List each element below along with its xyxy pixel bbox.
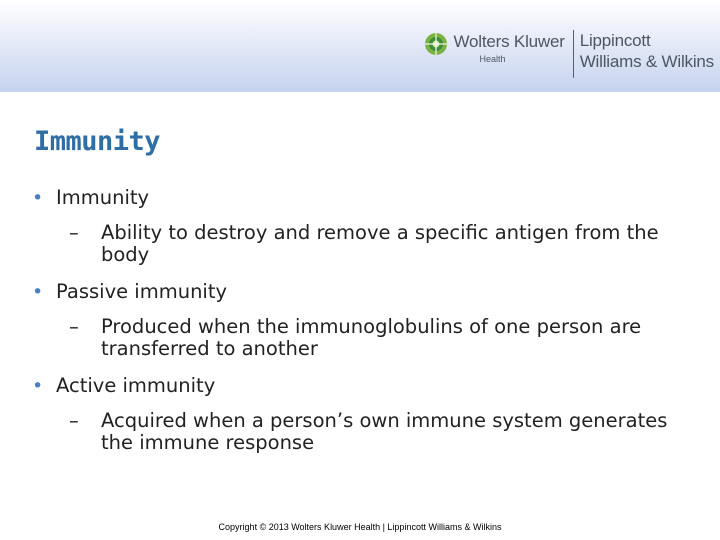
logo-divider bbox=[573, 30, 574, 78]
bullet-text: Immunity bbox=[56, 186, 150, 209]
sub-bullet-text: Produced when the immunoglobulins of one person are transferred to another bbox=[101, 315, 642, 360]
sub-bullet-item bbox=[69, 315, 701, 360]
brand-name: Wolters Kluwer bbox=[453, 32, 565, 51]
bullet-item bbox=[30, 372, 700, 400]
sub-bullet-text: Acquired when a person’s own immune system generates the immune response bbox=[101, 409, 668, 454]
dash-icon: – bbox=[69, 315, 79, 338]
dash-icon: – bbox=[69, 409, 79, 432]
partner-name bbox=[580, 30, 714, 72]
partner-line-1: Lippincott bbox=[579, 31, 651, 50]
bullet-list bbox=[30, 184, 700, 466]
bullet-item bbox=[30, 278, 700, 306]
sub-bullet-item bbox=[69, 409, 701, 454]
bullet-dot-icon: • bbox=[32, 187, 44, 209]
bullet-text: Active immunity bbox=[56, 374, 216, 397]
slide-title: Immunity bbox=[34, 126, 161, 157]
brand-subtitle: Health bbox=[479, 54, 506, 64]
wk-logo-icon bbox=[424, 32, 448, 56]
copyright-footer: Copyright © 2013 Wolters Kluwer Health | Lippincott Williams & Wilkins bbox=[218, 522, 502, 532]
bullet-dot-icon: • bbox=[32, 375, 44, 397]
bullet-item bbox=[30, 184, 700, 212]
partner-line-2: Williams & Wilkins bbox=[579, 52, 714, 71]
sub-bullet-text: Ability to destroy and remove a specific antigen from the body bbox=[101, 221, 659, 266]
bullet-text: Passive immunity bbox=[56, 280, 228, 303]
dash-icon: – bbox=[69, 221, 79, 244]
sub-bullet-item bbox=[69, 221, 701, 266]
bullet-dot-icon: • bbox=[32, 281, 44, 303]
publisher-logo bbox=[424, 30, 715, 78]
